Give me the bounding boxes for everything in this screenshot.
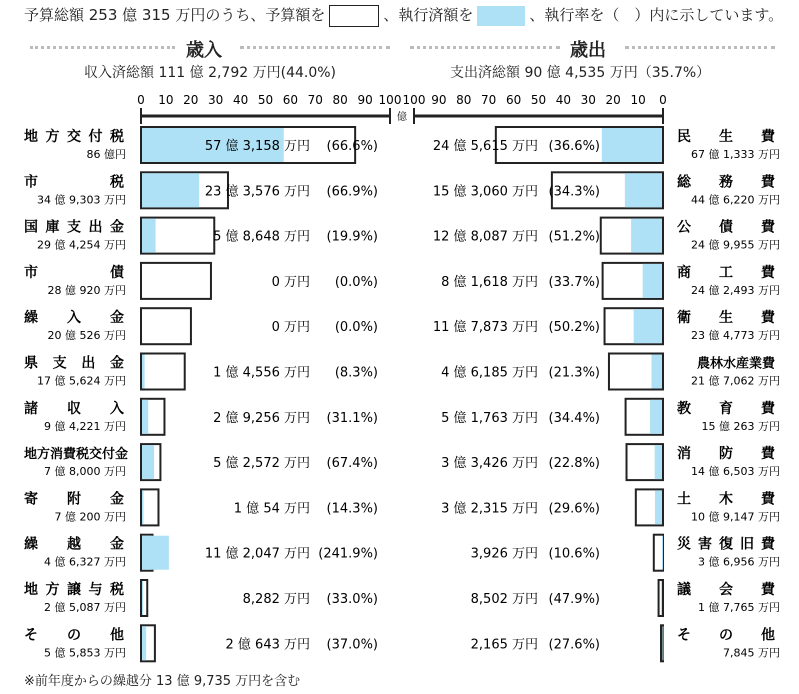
revenue-executed-bar <box>142 400 148 434</box>
revenue-tick-label: 20 <box>183 93 199 107</box>
expenditure-tick-label: 80 <box>456 93 472 107</box>
revenue-tick-label: 40 <box>232 93 249 107</box>
revenue-executed-label: 23 億 3,576 万円 <box>204 184 310 200</box>
expenditure-category-label: 公債費 <box>677 219 775 236</box>
revenue-category-label: 市債 <box>24 264 124 281</box>
expenditure-executed-bar <box>661 581 662 615</box>
revenue-category-label: 市税 <box>24 174 124 191</box>
revenue-category-label: 諸収入 <box>24 400 124 417</box>
revenue-budget-label: 17 億 5,624 万円 <box>37 374 126 388</box>
revenue-executed-label: 57 億 3,158 万円 <box>204 139 310 154</box>
revenue-tick-label: 60 <box>282 93 299 107</box>
revenue-executed-label: 8,282 万円 <box>242 592 310 607</box>
expenditure-executed-bar <box>662 536 663 570</box>
revenue-subtitle: 収入済総額 111 億 2,792 万円(44.0%) <box>84 65 336 81</box>
expenditure-budget-label: 24 億 2,493 万円 <box>691 283 780 297</box>
expenditure-rate-label: (22.8%) <box>548 456 600 472</box>
expenditure-category-label: 消防費 <box>677 446 775 463</box>
expenditure-executed-label: 5 億 1,763 万円 <box>441 410 538 426</box>
revenue-rate-label: (14.3%) <box>326 501 378 517</box>
expenditure-category-label: 議会費 <box>677 582 775 598</box>
revenue-title: 歳入 <box>186 40 222 61</box>
expenditure-executed-label: 3 億 2,315 万円 <box>441 501 538 517</box>
revenue-budget-label: 7 億 8,000 万円 <box>44 465 126 479</box>
expenditure-executed-label: 8 億 1,618 万円 <box>441 274 538 290</box>
revenue-rate-label: (19.9%) <box>326 229 378 245</box>
expenditure-category-label: 商工費 <box>677 264 775 281</box>
revenue-budget-bar <box>141 489 158 525</box>
expenditure-executed-bar <box>631 219 662 253</box>
revenue-executed-label: 5 億 2,572 万円 <box>213 456 310 472</box>
expenditure-rate-label: (29.6%) <box>548 501 600 517</box>
expenditure-rate-label: (34.4%) <box>548 410 600 426</box>
revenue-executed-bar <box>142 490 144 524</box>
expenditure-rate-label: (27.6%) <box>548 637 600 653</box>
revenue-tick-label: 100 <box>378 93 402 107</box>
legend-suffix: 、執行率を（ ）内に示しています。 <box>529 6 784 24</box>
revenue-executed-bar <box>142 536 169 570</box>
expenditure-budget-label: 3 億 6,956 万円 <box>698 555 780 569</box>
expenditure-budget-label: 21 億 7,062 万円 <box>691 374 780 388</box>
expenditure-category-label: 土木費 <box>677 491 775 508</box>
expenditure-budget-label: 15 億 263 万円 <box>701 419 780 433</box>
revenue-tick-label: 30 <box>208 93 224 107</box>
revenue-rate-label: (31.1%) <box>326 410 378 426</box>
expenditure-budget-label: 23 億 4,773 万円 <box>691 329 780 343</box>
revenue-category-label: その他 <box>24 627 124 644</box>
expenditure-executed-bar <box>625 173 662 207</box>
revenue-category-label: 地方交付税 <box>24 129 124 145</box>
revenue-rate-label: (0.0%) <box>334 320 378 336</box>
expenditure-tick-label: 30 <box>580 93 596 107</box>
expenditure-tick-label: 50 <box>530 93 547 107</box>
revenue-executed-label: 5 億 8,648 万円 <box>213 229 310 245</box>
legend-mid: 、執行済額を <box>383 6 474 24</box>
legend-prefix: 予算総額 253 億 315 万円のうち、予算額を <box>24 6 326 24</box>
revenue-executed-label: 11 億 2,047 万円 <box>204 546 310 562</box>
expenditure-tick-label: 0 <box>659 93 667 107</box>
expenditure-subtitle: 支出済総額 90 億 4,535 万円（35.7%） <box>450 65 711 81</box>
expenditure-tick-label: 100 <box>402 93 426 107</box>
revenue-rate-label: (66.9%) <box>326 184 378 200</box>
revenue-tick-label: 90 <box>357 93 373 107</box>
revenue-budget-bar <box>141 263 211 299</box>
expenditure-executed-bar <box>651 355 662 389</box>
revenue-executed-label: 2 億 9,256 万円 <box>213 410 310 426</box>
expenditure-executed-label: 4 億 6,185 万円 <box>441 365 538 381</box>
revenue-executed-label: 0 万円 <box>271 320 310 336</box>
expenditure-executed-label: 12 億 8,087 万円 <box>432 229 538 245</box>
revenue-budget-label: 20 億 526 万円 <box>47 329 126 343</box>
revenue-rate-label: (8.3%) <box>334 365 378 381</box>
expenditure-category-label: 総務費 <box>677 174 775 191</box>
expenditure-budget-label: 7,845 万円 <box>723 646 780 660</box>
expenditure-executed-label: 11 億 7,873 万円 <box>432 320 538 336</box>
revenue-executed-bar <box>142 626 146 660</box>
revenue-category-label: 寄附金 <box>24 491 124 508</box>
revenue-executed-bar <box>142 219 156 253</box>
expenditure-tick-label: 60 <box>505 93 522 107</box>
revenue-rate-label: (37.0%) <box>326 637 378 653</box>
revenue-budget-bar <box>141 580 147 616</box>
expenditure-budget-label: 1 億 7,765 万円 <box>698 601 780 614</box>
expenditure-category-label: 衛生費 <box>677 310 775 327</box>
expenditure-tick-label: 70 <box>481 93 497 107</box>
revenue-tick-label: 70 <box>307 93 323 107</box>
expenditure-tick-label: 10 <box>630 93 646 107</box>
expenditure-title: 歳出 <box>570 40 606 61</box>
expenditure-rate-label: (47.9%) <box>548 592 600 607</box>
expenditure-budget-label: 44 億 6,220 万円 <box>691 193 780 207</box>
revenue-rate-label: (67.4%) <box>326 456 378 472</box>
expenditure-executed-label: 24 億 5,615 万円 <box>432 139 538 154</box>
expenditure-budget-label: 14 億 6,503 万円 <box>691 465 780 479</box>
expenditure-rate-label: (21.3%) <box>548 365 600 381</box>
expenditure-executed-bar <box>602 128 662 162</box>
revenue-budget-label: 34 億 9,303 万円 <box>37 193 126 207</box>
revenue-executed-label: 1 億 54 万円 <box>233 501 310 517</box>
revenue-rate-label: (66.6%) <box>326 139 378 154</box>
expenditure-rate-label: (10.6%) <box>548 546 600 562</box>
revenue-executed-label: 0 万円 <box>271 274 310 290</box>
revenue-tick-label: 80 <box>332 93 348 107</box>
revenue-category-label: 繰越金 <box>24 536 124 553</box>
expenditure-budget-label: 67 億 1,333 万円 <box>691 148 780 161</box>
expenditure-category-label: その他 <box>677 627 775 644</box>
revenue-executed-bar <box>142 173 199 207</box>
expenditure-budget-bar <box>654 535 663 571</box>
expenditure-rate-label: (33.7%) <box>548 274 600 290</box>
revenue-category-label: 県支出金 <box>24 355 124 372</box>
expenditure-executed-bar <box>650 400 662 434</box>
revenue-executed-bar <box>142 445 154 479</box>
expenditure-rate-label: (34.3%) <box>548 184 600 200</box>
revenue-tick-label: 10 <box>158 93 174 107</box>
expenditure-executed-label: 8,502 万円 <box>470 592 538 607</box>
revenue-rate-label: (0.0%) <box>334 274 378 290</box>
revenue-budget-label: 86 億円 <box>86 148 126 161</box>
expenditure-tick-label: 90 <box>431 93 447 107</box>
revenue-budget-label: 28 億 920 万円 <box>47 283 126 297</box>
revenue-budget-bar <box>141 308 191 344</box>
expenditure-executed-bar <box>662 626 663 660</box>
revenue-budget-label: 2 億 5,087 万円 <box>44 601 126 614</box>
expenditure-category-label: 民生費 <box>677 129 775 145</box>
revenue-executed-label: 1 億 4,556 万円 <box>213 365 310 381</box>
expenditure-executed-bar <box>655 445 662 479</box>
expenditure-executed-bar <box>634 309 662 343</box>
expenditure-budget-bar <box>659 580 663 616</box>
revenue-rate-label: (241.9%) <box>318 546 378 562</box>
expenditure-tick-label: 20 <box>605 93 621 107</box>
revenue-tick-label: 50 <box>257 93 274 107</box>
expenditure-category-label: 教育費 <box>677 400 775 417</box>
revenue-rate-label: (33.0%) <box>326 592 378 607</box>
expenditure-executed-label: 3,926 万円 <box>470 546 538 562</box>
revenue-category-label: 国庫支出金 <box>24 219 124 236</box>
expenditure-category-label: 農林水産業費 <box>696 356 775 372</box>
revenue-category-label: 地方譲与税 <box>24 582 124 598</box>
expenditure-executed-label: 3 億 3,426 万円 <box>441 456 538 472</box>
expenditure-budget-label: 24 億 9,955 万円 <box>691 238 780 252</box>
revenue-budget-label: 4 億 6,327 万円 <box>44 555 126 569</box>
revenue-category-label: 繰入金 <box>24 310 124 327</box>
expenditure-rate-label: (51.2%) <box>548 229 600 245</box>
revenue-executed-bar <box>142 581 143 615</box>
expenditure-budget-label: 10 億 9,147 万円 <box>691 510 780 524</box>
revenue-executed-bar <box>142 355 145 389</box>
expenditure-executed-bar <box>655 490 662 524</box>
expenditure-rate-label: (50.2%) <box>548 320 600 336</box>
expenditure-executed-bar <box>643 264 662 298</box>
revenue-budget-label: 5 億 5,853 万円 <box>44 646 126 660</box>
axis-unit-label: 億 <box>397 112 407 123</box>
footnote: ※前年度からの繰越分 13 億 9,735 万円を含む <box>24 674 301 689</box>
revenue-budget-label: 9 億 4,221 万円 <box>44 419 126 433</box>
expenditure-tick-label: 40 <box>555 93 572 107</box>
expenditure-rate-label: (36.6%) <box>548 139 600 154</box>
expenditure-executed-label: 2,165 万円 <box>470 637 538 653</box>
revenue-budget-bar <box>141 354 185 390</box>
revenue-budget-label: 29 億 4,254 万円 <box>37 238 126 252</box>
revenue-executed-label: 2 億 643 万円 <box>225 637 310 653</box>
expenditure-executed-label: 15 億 3,060 万円 <box>432 184 538 200</box>
revenue-budget-label: 7 億 200 万円 <box>54 510 126 524</box>
revenue-category-label: 地方消費税交付金 <box>24 447 129 463</box>
expenditure-category-label: 災害復旧費 <box>677 536 775 553</box>
revenue-tick-label: 0 <box>137 93 145 107</box>
